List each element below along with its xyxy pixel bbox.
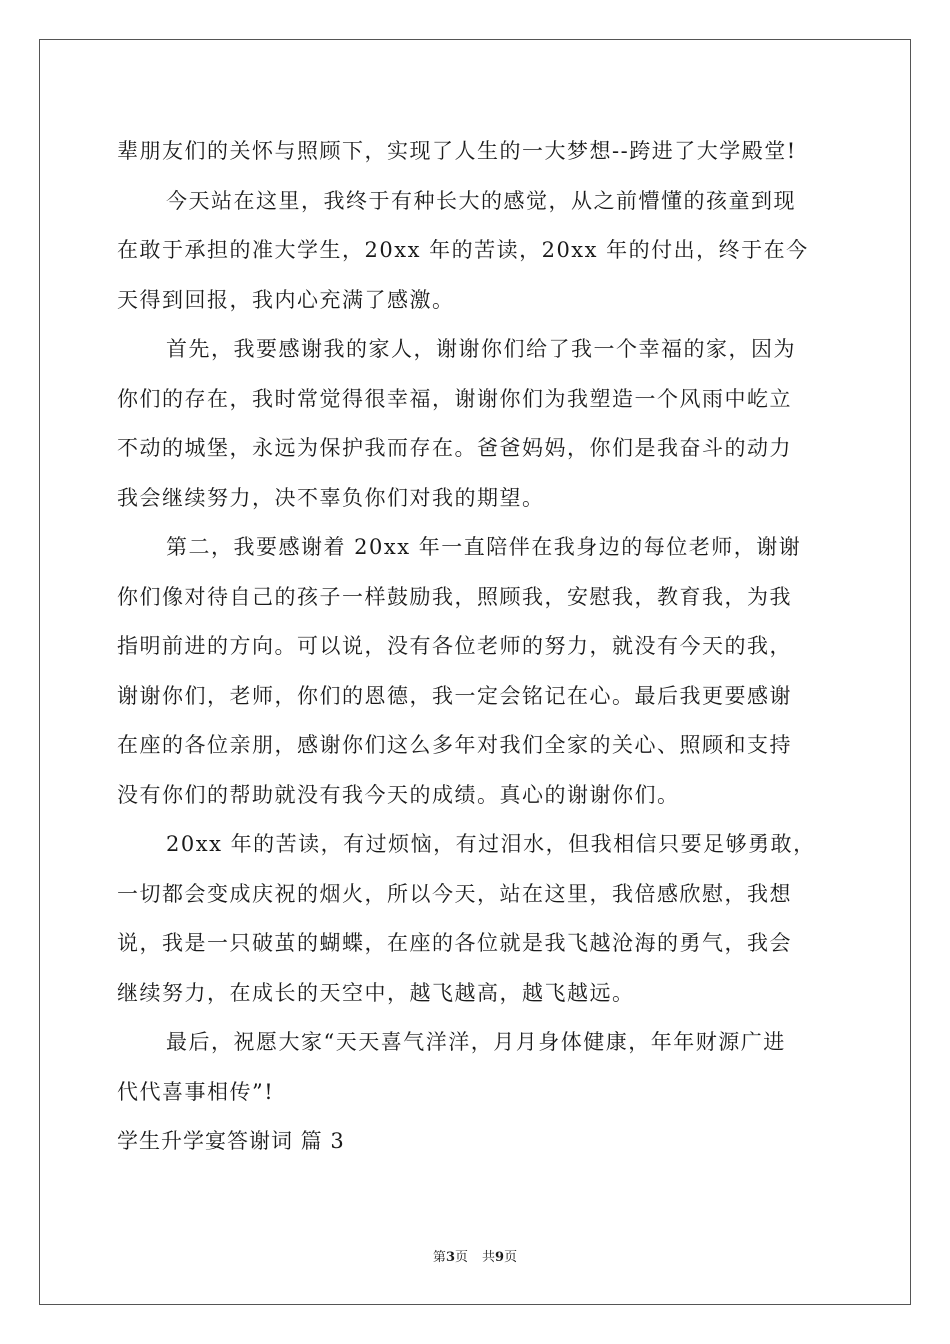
text-line: 不动的城堡，永远为保护我而存在。爸爸妈妈，你们是我奋斗的动力 [117, 436, 792, 460]
total-suffix: 页 [504, 1250, 518, 1265]
text-line: 谢谢你们，老师，你们的恩德，我一定会铭记在心。最后我更要感谢 [117, 683, 792, 708]
text-line: 说，我是一只破茧的蝴蝶，在座的各位就是我飞越沧海的勇气，我会 [117, 931, 792, 955]
page-suffix: 页 [454, 1250, 468, 1265]
text-line: 在敢于承担的准大学生，20xx 年的苦读，20xx 年的付出，终于在今 [117, 238, 809, 262]
document-body [117, 127, 837, 1167]
section-heading: 学生升学宴答谢词 篇 3 [117, 1129, 345, 1153]
text-line: 第二，我要感谢着 20xx 年一直陪伴在我身边的每位老师，谢谢 [166, 535, 802, 559]
text-line: 首先，我要感谢我的家人，谢谢你们给了我一个幸福的家，因为 [166, 337, 796, 361]
page-number: 3 [445, 1250, 455, 1265]
text-line: 在座的各位亲朋，感谢你们这么多年对我们全家的关心、照顾和支持 [117, 733, 792, 757]
text-line: 代代喜事相传”! [117, 1079, 275, 1104]
page-prefix: 第 [432, 1250, 446, 1265]
text-line: 最后，祝愿大家“天天喜气洋洋，月月身体健康，年年财源广进 [166, 1030, 786, 1054]
text-line: 我会继续努力，决不辜负你们对我的期望。 [117, 485, 545, 510]
text-line: 没有你们的帮助就没有我今天的成绩。真心的谢谢你们。 [117, 782, 680, 807]
text-line: 辈朋友们的关怀与照顾下，实现了人生的一大梦想--跨进了大学殿堂! [117, 139, 797, 163]
total-pages: 9 [495, 1250, 505, 1265]
text-line: 天得到回报，我内心充满了感激。 [117, 287, 455, 312]
text-line: 今天站在这里，我终于有种长大的感觉，从之前懵懂的孩童到现 [166, 188, 796, 213]
page-footer [0, 1246, 950, 1265]
text-line: 20xx 年的苦读，有过烦恼，有过泪水，但我相信只要足够勇敢， [166, 832, 816, 856]
text-line: 你们像对待自己的孩子一样鼓励我，照顾我，安慰我，教育我，为我 [117, 584, 792, 609]
text-line: 一切都会变成庆祝的烟火，所以今天，站在这里，我倍感欣慰，我想 [117, 881, 792, 906]
total-prefix: 共 [482, 1250, 496, 1265]
text-line: 继续努力，在成长的天空中，越飞越高，越飞越远。 [117, 980, 635, 1005]
text-line: 指明前进的方向。可以说，没有各位老师的努力，就没有今天的我， [117, 634, 792, 658]
text-line: 你们的存在，我时常觉得很幸福，谢谢你们为我塑造一个风雨中屹立 [117, 386, 792, 411]
